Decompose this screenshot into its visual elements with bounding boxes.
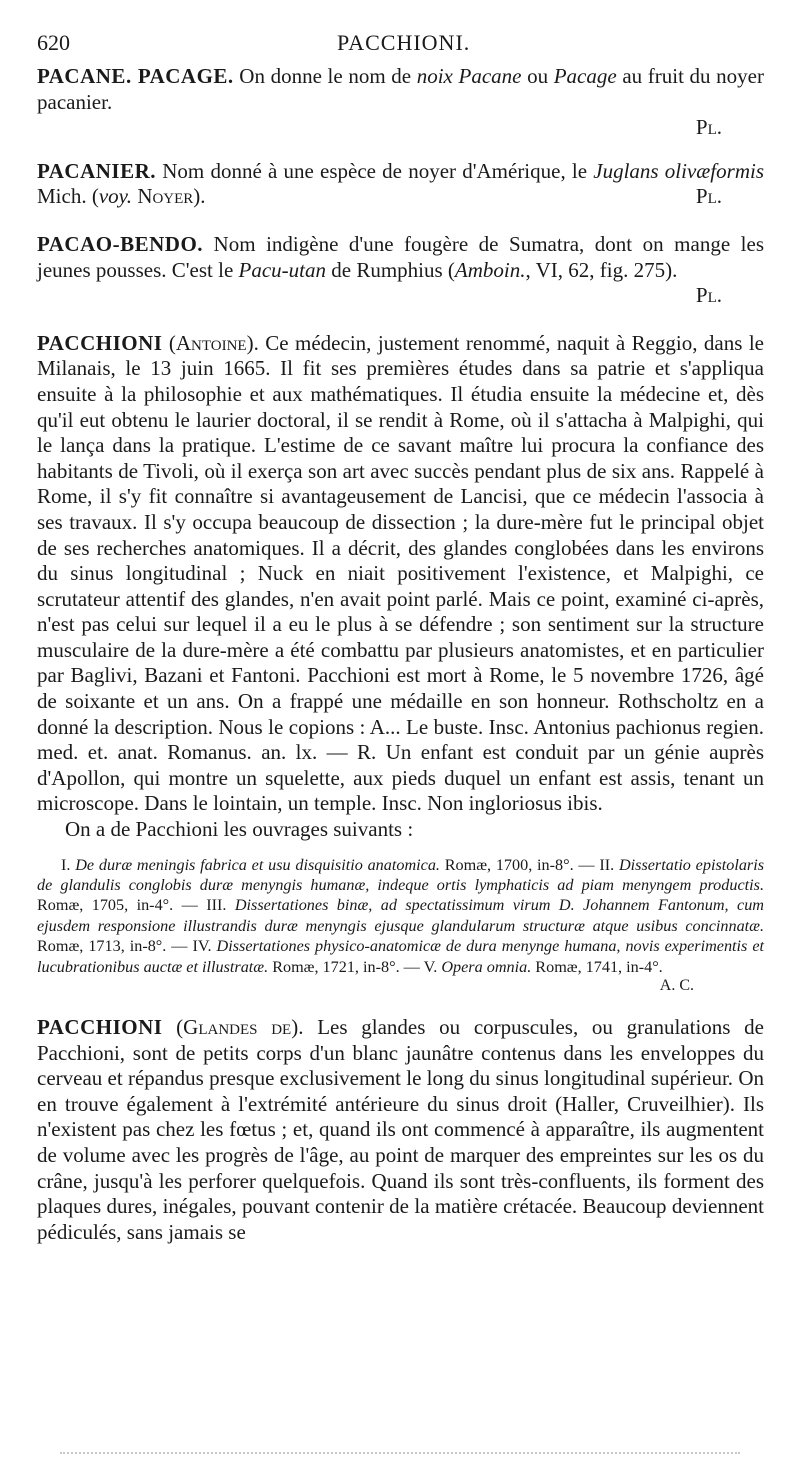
entry-pacanier: PACANIER. Nom donné à une espèce de noyer d'Amérique, le Juglans olivæformis Mich. (voy. Noyer). <box>37 158 764 209</box>
entry-pacane: PACANE. PACAGE. On donne le nom de noix Pacane ou Pacage au fruit du noyer pacanier. <box>37 64 764 114</box>
headword: PACANE. PACAGE. <box>37 64 234 88</box>
running-head: PACCHIONI. <box>337 30 471 55</box>
page-number: 620 <box>37 30 70 55</box>
entry-signature: Pl. <box>695 184 722 209</box>
bibliography: I. De duræ meningis fabrica et usu disquisitio anatomica. Romæ, 1700, in-8°. — II. Dissertatio epistolaris de glandulis conglobis duræ menyngis humanæ, indeque ortis lymphaticis ad piam menyngem productis. Romæ, 1705, in-4°. — III. Dissertationes binæ, ad spectatissimum virum D. Johannem Fantonum, cum ejusdem responsione illustrandis duræ menyngis ejusque glandularum structuræ atque usibus concinnatæ. Romæ, 1713, in-8°. — IV. Dissertationes physico-anatomicæ de dura menynge humana, novis experimentis et lucubrationibus auctæ et illustratæ. Romæ, 1721, in-8°. — V. Opera omnia. Romæ, 1741, in-4°. <box>37 855 765 976</box>
page-header <box>37 30 764 64</box>
entry-pacchioni-glandes: PACCHIONI (Glandes de). Les glandes ou corpuscules, ou granulations de Pacchioni, sont de petits corps d'un blanc jaunâtre contenus dans les enveloppes du cerveau et répandus presque exclusivement le long du sinus longitudinal supérieur. On en trouve également à l'extrémité antérieure du sinus droit (Haller, Cruveilhier). Ils n'existent pas chez les fœtus ; et, quand ils ont commencé à apparaître, ils augmentent de volume avec les progrès de l'âge, au point de marquer des empreintes sur les os du crâne, jusqu'à les perforer quelquefois. Quand ils sont très-confluents, ils forment des plaques dures, inégales, pouvant contenir de la matière crétacée. Beaucoup deviennent pédiculés, sans jamais se <box>37 1015 764 1244</box>
headword: PACCHIONI <box>37 330 163 355</box>
headword: PACANIER. <box>37 158 157 183</box>
entry-signature: Pl. <box>695 283 722 308</box>
page-edge-divider <box>60 1452 740 1456</box>
entry-pacao-bendo: PACAO-BENDO. Nom indigène d'une fougère de Sumatra, dont on mange les jeunes pousses. C'est le Pacu-utan de Rumphius (Amboin., VI, 62, fig. 275). <box>37 231 764 282</box>
entry-pacchioni-antoine: PACCHIONI (Antoine). Ce médecin, justement renommé, naquit à Reggio, dans le Milanais, le 13 juin 1665. Il fit ses premières études dans sa patrie et s'appliqua ensuite à la philosophie et aux mathématiques. Il étudia ensuite la médecine et, dès qu'il eut obtenu le laurier doctoral, il se rendit à Rome, où il s'attacha à Malpighi, qui le lança dans la pratique. L'estime de ce savant maître lui procura la confiance des habitants de Tivoli, où il exerça son art avec succès pendant plus de six ans. Rappelé à Rome, il s'y fit connaître si avantageusement de Lancisi, que ce médecin l'associa à ses travaux. Il s'y occupa beaucoup de dissection ; la dure-mère fut le principal objet de ses recherches anatomiques. Il a décrit, des glandes conglobées dans les environs du sinus longitudinal ; Nuck en niait positivement l'existence, et Malpighi, ce scrutateur attentif des glandes, n'en avait point parlé. Mais ce point, examiné ci-après, n'est pas celui sur lequel il a eu le plus à se défendre ; son sentiment sur la structure musculaire de la dure-mère a été combattu par plusieurs anatomistes, et en particulier par Baglivi, Bazani et Fantoni. Pacchioni est mort à Rome, le 5 novembre 1726, âgé de soixante et un ans. On a frappé une médaille en son honneur. Rothscholtz en a donné la description. Nous le copions : A... Le buste. Insc. Antonius pachionus regien. med. et. anat. Romanus. an. lx. — R. Un enfant est conduit par un génie auprès d'Apollon, qui montre un squelette, aux pieds duquel un enfant est assis, tenant un microscope. Dans le lointain, un temple. Insc. Non ingloriosus ibis. <box>37 330 764 816</box>
entry-signature: A. C. <box>659 977 694 995</box>
headword: PACCHIONI <box>37 1015 163 1040</box>
headword: PACAO-BENDO. <box>37 231 204 256</box>
works-intro: On a de Pacchioni les ouvrages suivants : <box>65 817 414 842</box>
entry-signature: Pl. <box>695 115 722 140</box>
